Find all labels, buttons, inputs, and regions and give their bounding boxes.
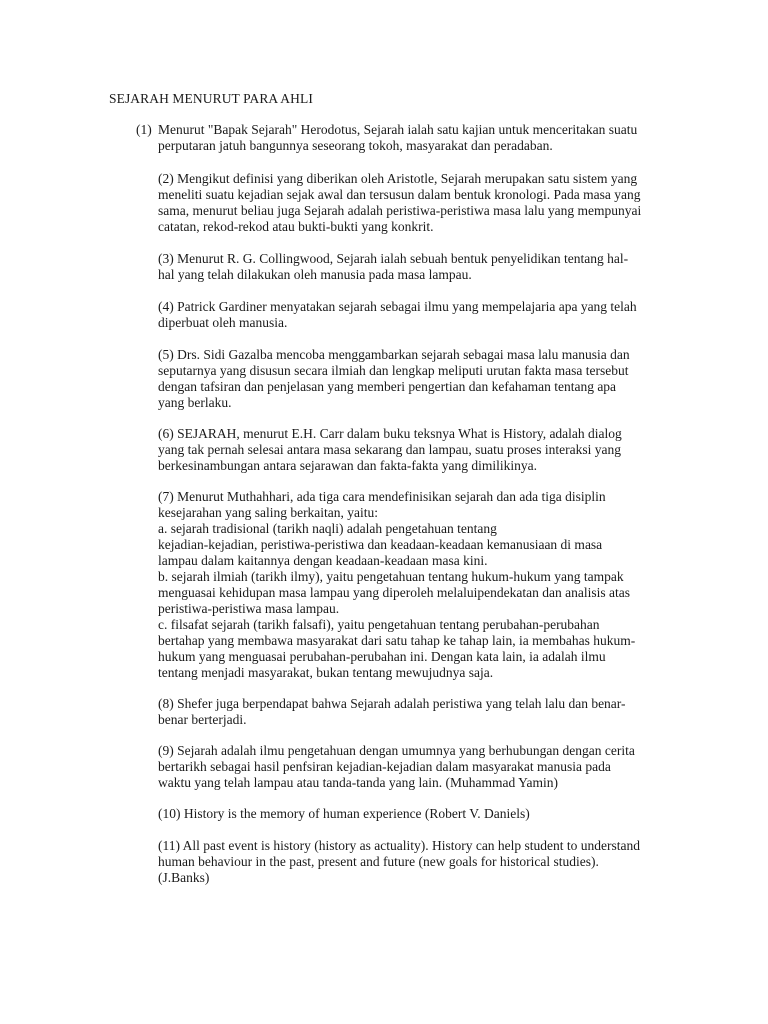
text-line: perputaran jatuh bangunnya seseorang tokoh, masyarakat dan peradaban. [158, 138, 553, 153]
item-number: (1) [136, 122, 152, 137]
text-line: benar berterjadi. [158, 712, 247, 727]
definition-paragraph-11 [158, 838, 658, 886]
text-line: dengan tafsiran dan penjelasan yang memberi pengertian dan kefahaman tentang apa [158, 379, 617, 394]
text-line: meneliti suatu kejadian sejak awal dan tersusun dalam bentuk kronologi. Pada masa yang [158, 187, 641, 202]
text-line: (8) Shefer juga berpendapat bahwa Sejarah adalah peristiwa yang telah lalu dan benar- [158, 696, 626, 711]
text-line: berkesinambungan antara sejarawan dan fakta-fakta yang dimilikinya. [158, 458, 537, 473]
text-line: human behaviour in the past, present and future (new goals for historical studies). [158, 854, 599, 869]
definition-paragraph-5 [158, 347, 658, 411]
text-line: (5) Drs. Sidi Gazalba mencoba menggambarkan sejarah sebagai masa lalu manusia dan [158, 347, 630, 362]
text-line: diperbuat oleh manusia. [158, 315, 288, 330]
definition-paragraph-6 [158, 426, 658, 474]
text-line: (2) Mengikut definisi yang diberikan oleh Aristotle, Sejarah merupakan satu sistem yang [158, 171, 638, 186]
text-line: (3) Menurut R. G. Collingwood, Sejarah ialah sebuah bentuk penyelidikan tentang hal- [158, 251, 629, 266]
definition-paragraph-8 [158, 696, 658, 728]
text-line: seputarnya yang disusun secara ilmiah dan lengkap meliputi urutan fakta masa tersebut [158, 363, 629, 378]
definition-paragraph-9 [158, 743, 658, 791]
text-line: yang tak pernah selesai antara masa sekarang dan lampau, suatu proses interaksi yang [158, 442, 621, 457]
text-line: (6) SEJARAH, menurut E.H. Carr dalam buku teksnya What is History, adalah dialog [158, 426, 622, 441]
text-line: bertarikh sebagai hasil penfsiran kejadian-kejadian dalam masyarakat manusia pada [158, 759, 611, 774]
text-line: sama, menurut beliau juga Sejarah adalah peristiwa-peristiwa masa lalu yang mempunyai [158, 203, 642, 218]
definition-item-1 [136, 122, 656, 154]
definition-paragraph-2 [158, 171, 658, 235]
text-line: lampau dalam kaitannya dengan keadaan-keadaan masa kini. [158, 553, 488, 568]
text-line: a. sejarah tradisional (tarikh naqli) adalah pengetahuan tentang [158, 521, 497, 536]
text-line: (10) History is the memory of human experience (Robert V. Daniels) [158, 806, 530, 821]
text-line: yang berlaku. [158, 395, 232, 410]
text-line: catatan, rekod-rekod atau bukti-bukti yang konkrit. [158, 219, 434, 234]
text-line: tentang menjadi masyarakat, bukan tentang mewujudnya saja. [158, 665, 494, 680]
text-line: bertahap yang membawa masyarakat dari satu tahap ke tahap lain, ia membahas hukum- [158, 633, 636, 648]
text-line: (11) All past event is history (history as actuality). History can help student to understand [158, 838, 641, 853]
text-line: (J.Banks) [158, 870, 210, 885]
definition-paragraph-4 [158, 299, 658, 331]
definition-paragraph-10 [158, 806, 658, 822]
text-line: menguasai kehidupan masa lampau yang diperoleh melaluipendekatan dan analisis atas [158, 585, 630, 600]
text-line: hukum yang menguasai perubahan-perubahan ini. Dengan kata lain, ia adalah ilmu [158, 649, 606, 664]
text-line: hal yang telah dilakukan oleh manusia pada masa lampau. [158, 267, 472, 282]
text-line: Menurut "Bapak Sejarah" Herodotus, Sejarah ialah satu kajian untuk menceritakan suatu [158, 122, 638, 137]
definition-paragraph-3 [158, 251, 658, 283]
text-line: c. filsafat sejarah (tarikh falsafi), yaitu pengetahuan tentang perubahan-perubahan [158, 617, 600, 632]
definition-paragraph-7 [158, 489, 658, 681]
text-line: b. sejarah ilmiah (tarikh ilmy), yaitu pengetahuan tentang hukum-hukum yang tampak [158, 569, 624, 584]
text-line: peristiwa-peristiwa masa lampau. [158, 601, 340, 616]
item-text [158, 122, 658, 154]
document-title: SEJARAH MENURUT PARA AHLI [109, 91, 313, 106]
text-line: waktu yang telah lampau atau tanda-tanda yang lain. (Muhammad Yamin) [158, 775, 559, 790]
text-line: (4) Patrick Gardiner menyatakan sejarah sebagai ilmu yang mempelajaria apa yang telah [158, 299, 637, 314]
text-line: kesejarahan yang saling berkaitan, yaitu: [158, 505, 379, 520]
text-line: kejadian-kejadian, peristiwa-peristiwa dan keadaan-keadaan kemanusiaan di masa [158, 537, 603, 552]
text-line: (9) Sejarah adalah ilmu pengetahuan dengan umumnya yang berhubungan dengan cerita [158, 743, 635, 758]
text-line: (7) Menurut Muthahhari, ada tiga cara mendefinisikan sejarah dan ada tiga disiplin [158, 489, 606, 504]
